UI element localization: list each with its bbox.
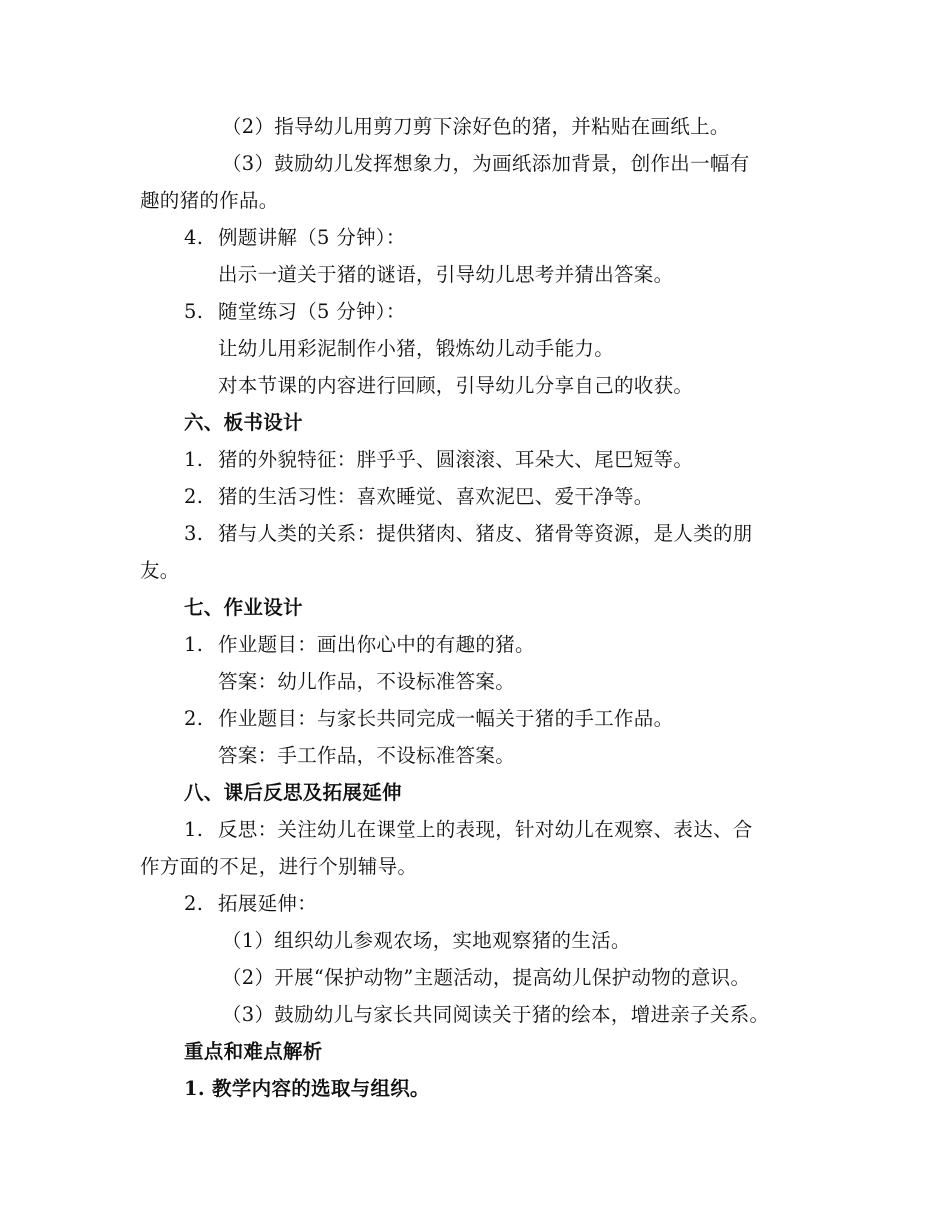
list-number: 2. [184, 892, 204, 915]
section-heading-analysis: 重点和难点解析 [184, 1040, 323, 1063]
board-item-3-continued: 友。 [140, 559, 180, 582]
list-number: 4. [184, 226, 204, 249]
homework-item-1 [184, 632, 535, 658]
activity-step-3-line-1: （3）鼓励幼儿发挥想象力，为画纸添加背景，创作出一幅有 [222, 152, 750, 175]
homework-item-text: 作业题目：与家长共同完成一幅关于猪的手工作品。 [218, 707, 674, 730]
process-item-4 [184, 225, 406, 251]
homework-item-2 [184, 706, 673, 732]
section-heading-homework: 七、作业设计 [184, 596, 303, 619]
activity-step-2: （2）指导幼儿用剪刀剪下涂好色的猪，并粘贴在画纸上。 [222, 115, 730, 138]
list-number: 1. [184, 633, 204, 656]
section-heading-board: 六、板书设计 [184, 411, 303, 434]
reflection-item-1 [184, 817, 753, 843]
list-number: 2. [184, 485, 204, 508]
homework-item-text: 作业题目：画出你心中的有趣的猪。 [218, 633, 535, 656]
homework-item-2-answer: 答案：手工作品，不设标准答案。 [218, 744, 516, 767]
board-item-text: 猪与人类的关系：提供猪肉、猪皮、猪骨等资源，是人类的朋 [218, 522, 753, 545]
process-item-4-detail: 出示一道关于猪的谜语，引导幼儿思考并猜出答案。 [218, 263, 674, 286]
reflection-item-1-continued: 作方面的不足，进行个别辅导。 [140, 855, 418, 878]
board-item-text: 猪的外貌特征：胖乎乎、圆滚滚、耳朵大、尾巴短等。 [218, 448, 694, 471]
process-title: 例题讲解（5 分钟）： [218, 226, 406, 249]
activity-step-3-line-2: 趣的猪的作品。 [140, 189, 279, 212]
board-item-2 [184, 484, 654, 510]
extension-item-1: （1）组织幼儿参观农场，实地观察猪的生活。 [222, 929, 631, 952]
section-heading-reflection: 八、课后反思及拓展延伸 [184, 781, 402, 804]
list-number: 1. [184, 448, 204, 471]
list-number: 5. [184, 300, 204, 323]
analysis-item-1: 1. 教学内容的选取与组织。 [184, 1077, 430, 1100]
board-item-text: 猪的生活习性：喜欢睡觉、喜欢泥巴、爱干净等。 [218, 485, 654, 508]
process-title: 随堂练习（5 分钟）： [218, 300, 406, 323]
reflection-item-text: 反思：关注幼儿在课堂上的表现，针对幼儿在观察、表达、合 [218, 818, 753, 841]
process-item-5 [184, 299, 406, 325]
list-number: 1. [184, 818, 204, 841]
homework-item-1-answer: 答案：幼儿作品，不设标准答案。 [218, 670, 516, 693]
extension-item-2: （2）开展“保护动物”主题活动，提高幼儿保护动物的意识。 [222, 966, 751, 989]
list-number: 3. [184, 522, 204, 545]
list-number: 2. [184, 707, 204, 730]
board-item-1 [184, 447, 693, 473]
process-item-5-detail: 让幼儿用彩泥制作小猪，锻炼幼儿动手能力。 [218, 337, 615, 360]
lesson-summary: 对本节课的内容进行回顾，引导幼儿分享自己的收获。 [218, 374, 694, 397]
board-item-3 [184, 521, 753, 547]
reflection-item-text: 拓展延伸： [218, 892, 318, 915]
extension-item-3: （3）鼓励幼儿与家长共同阅读关于猪的绘本，增进亲子关系。 [222, 1003, 770, 1026]
reflection-item-2 [184, 891, 317, 917]
